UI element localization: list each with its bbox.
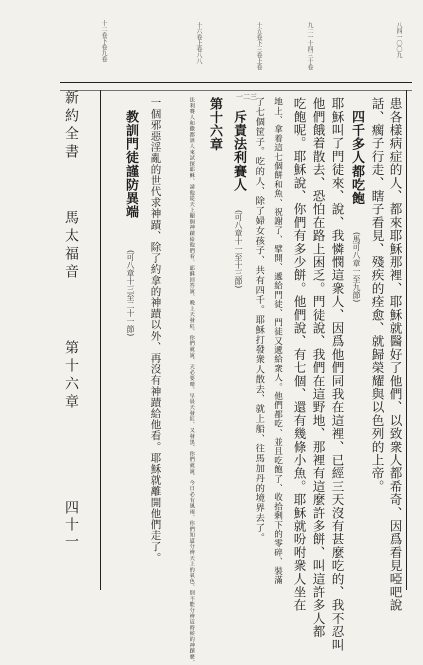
chapter-label: 第十六章 (63, 340, 79, 412)
section-heading: 斥責法利賽人 (231, 110, 246, 192)
header-rule-thin (60, 90, 412, 91)
frame-right (406, 90, 407, 590)
text-column: 法利賽人和撒都該人來試探耶穌、請他從天上顯個神蹟給他們看。耶穌回答說、晚上天發紅、你們就說、天必要晴。早晨天發紅、又發黑、你們就說、今日必有風雨。你們知道分辨天上的氣色、倒不能分辨這時候的神蹟麼。 (188, 97, 195, 665)
section-reference: (可八章十一至十三節) (234, 210, 243, 289)
text-column: 患各樣病症的人、都來耶穌那裡、耶穌就醫好了他們、以致衆人都希奇、因爲看見啞吧說 (387, 97, 403, 612)
book-title: 新約全書 (63, 90, 79, 162)
section-reference: (馬可八章一至九節) (352, 232, 361, 303)
section-heading: 四千多人都吃飽 (349, 110, 364, 206)
section-heading: 教訓門徒謹防異端 (123, 110, 138, 219)
header-small-text: 一二三 (236, 93, 257, 101)
text-column: 了七個筐子。吃的人、除了婦女孩子、共有四千。耶穌打發衆人散去、就上船、往馬加丹的境界去了。 (253, 97, 265, 543)
text-column: 耶穌叫了門徒來、說、我憐憫這衆人、因爲他們同我在這裡、已經三天沒有甚麼吃的、我不忍叫 (329, 97, 345, 652)
marginal-note-col: 十五卷下三卷上卷 (255, 22, 262, 70)
text-column: 一個邪惡淫亂的世代求神蹟、除了約拿的神蹟以外、再沒有神蹟給他看。耶穌就離開他們走了。 (149, 97, 162, 564)
text-column: 話、瘸子行走、瞎子看見、殘疾的痊愈、就歸榮耀與以色列的上帝。 (369, 97, 385, 493)
chapter-marker: 第十六章 (207, 97, 222, 152)
page-number: 四十一 (63, 500, 79, 551)
gospel-name: 馬太福音 (63, 210, 79, 282)
text-column: 吃飽呢。耶穌說、你們有多少餅。他們說、有七個、還有幾條小魚。耶穌就吩咐衆人坐在 (291, 97, 307, 612)
text-column: 地上、拿着這七個餅和魚、祝謝了、擘開、遞給門徒、門徒又遞給衆人。他們都吃、並且吃飽了、收拾剩下的零碎、裝滿 (272, 97, 283, 585)
header-rule (60, 82, 412, 83)
frame-left (100, 90, 101, 590)
marginal-note-col: 十六卷上卷八八 (195, 22, 202, 64)
marginal-note-col: 八四一〇〇九 (395, 22, 402, 58)
section-reference: (可八章十三至二十一節) (126, 250, 135, 337)
text-column: 他們餓着散去、恐怕在路上困乏。門徒說、我們在這野地、那裡有這麼許多餅、叫這許多人都 (310, 97, 326, 639)
marginal-note-col: 十二卷下卷九卷 (100, 20, 107, 62)
marginal-note-col: 九二一十四三十卷 (306, 22, 313, 70)
